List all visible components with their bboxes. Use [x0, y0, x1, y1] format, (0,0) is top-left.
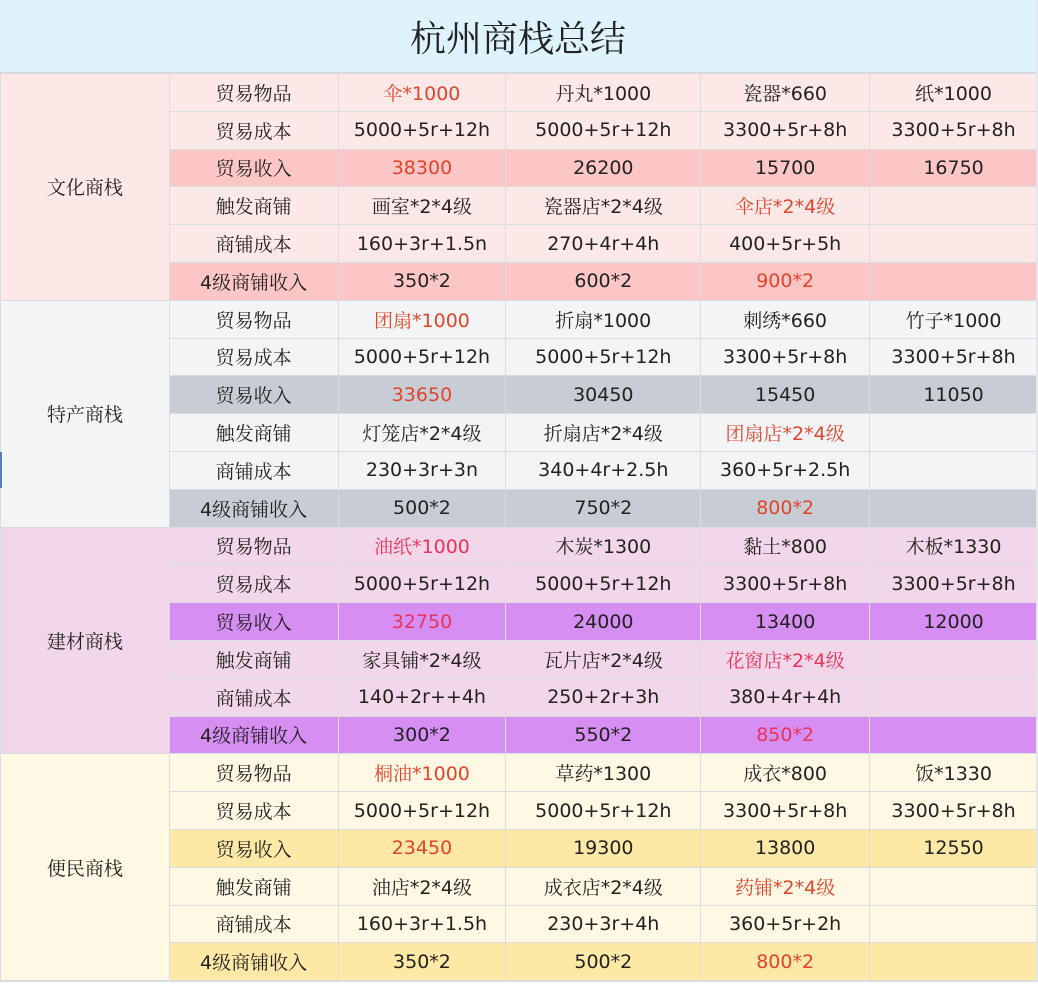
data-cell[interactable]: 12550: [870, 829, 1038, 867]
row-label-cell[interactable]: 4级商铺收入: [169, 716, 338, 754]
group-name-cell[interactable]: 文化商栈: [1, 74, 170, 301]
table-row: [1, 74, 1038, 112]
data-cell[interactable]: 900*2: [701, 262, 870, 300]
row-label-cell[interactable]: 贸易物品: [169, 74, 338, 112]
data-cell[interactable]: [870, 905, 1038, 943]
data-cell[interactable]: [870, 414, 1038, 452]
data-cell[interactable]: 3300+5r+8h: [870, 338, 1038, 376]
data-cell[interactable]: 木炭*1300: [506, 527, 701, 565]
row-label-cell[interactable]: 触发商铺: [169, 187, 338, 225]
data-cell[interactable]: 成衣*800: [701, 754, 870, 792]
data-cell[interactable]: 画室*2*4级: [338, 187, 506, 225]
row-label-cell[interactable]: 贸易收入: [169, 829, 338, 867]
data-cell[interactable]: 丹丸*1000: [506, 74, 701, 112]
data-cell[interactable]: 800*2: [701, 943, 870, 981]
data-cell[interactable]: 160+3r+1.5n: [338, 225, 506, 263]
data-cell[interactable]: 团扇店*2*4级: [701, 414, 870, 452]
data-cell[interactable]: 成衣店*2*4级: [506, 867, 701, 905]
row-label-cell[interactable]: 贸易物品: [169, 754, 338, 792]
data-cell[interactable]: 瓦片店*2*4级: [506, 640, 701, 678]
data-cell[interactable]: 30450: [506, 376, 701, 414]
row-label-cell[interactable]: 触发商铺: [169, 414, 338, 452]
data-cell[interactable]: 5000+5r+12h: [506, 792, 701, 830]
group-name-cell[interactable]: 便民商栈: [1, 754, 170, 981]
row-label-cell[interactable]: 贸易物品: [169, 300, 338, 338]
data-cell[interactable]: 伞店*2*4级: [701, 187, 870, 225]
group-name-cell[interactable]: 特产商栈: [1, 300, 170, 527]
data-cell[interactable]: 3300+5r+8h: [701, 792, 870, 830]
row-label-cell[interactable]: 触发商铺: [169, 640, 338, 678]
data-cell[interactable]: 草药*1300: [506, 754, 701, 792]
data-cell[interactable]: 850*2: [701, 716, 870, 754]
data-cell[interactable]: 230+3r+3n: [338, 451, 506, 489]
data-cell[interactable]: 3300+5r+8h: [701, 565, 870, 603]
row-label-cell[interactable]: 4级商铺收入: [169, 489, 338, 527]
data-cell[interactable]: 3300+5r+8h: [870, 792, 1038, 830]
data-cell[interactable]: 5000+5r+12h: [338, 565, 506, 603]
data-cell[interactable]: 360+5r+2h: [701, 905, 870, 943]
row-label-cell[interactable]: 贸易物品: [169, 527, 338, 565]
row-label-cell[interactable]: 贸易成本: [169, 792, 338, 830]
data-cell[interactable]: 15700: [701, 149, 870, 187]
table-row: [1, 754, 1038, 792]
data-cell[interactable]: 380+4r+4h: [701, 678, 870, 716]
data-cell[interactable]: 瓷器店*2*4级: [506, 187, 701, 225]
data-cell[interactable]: 360+5r+2.5h: [701, 451, 870, 489]
trade-summary-table: [0, 73, 1038, 981]
group-name-cell[interactable]: 建材商栈: [1, 527, 170, 754]
data-cell[interactable]: 黏土*800: [701, 527, 870, 565]
data-cell[interactable]: [870, 678, 1038, 716]
data-cell[interactable]: 500*2: [338, 489, 506, 527]
row-label-cell[interactable]: 贸易成本: [169, 565, 338, 603]
data-cell[interactable]: 3300+5r+8h: [870, 111, 1038, 149]
row-label-cell[interactable]: 贸易收入: [169, 603, 338, 641]
data-cell[interactable]: 灯笼店*2*4级: [338, 414, 506, 452]
data-cell[interactable]: 刺绣*660: [701, 300, 870, 338]
data-cell[interactable]: 750*2: [506, 489, 701, 527]
row-label-cell[interactable]: 贸易成本: [169, 111, 338, 149]
data-cell[interactable]: 3300+5r+8h: [701, 338, 870, 376]
data-cell[interactable]: 折扇*1000: [506, 300, 701, 338]
row-label-cell[interactable]: 贸易成本: [169, 338, 338, 376]
data-cell[interactable]: 32750: [338, 603, 506, 641]
data-cell[interactable]: 油纸*1000: [338, 527, 506, 565]
data-cell[interactable]: [870, 943, 1038, 981]
data-cell[interactable]: 140+2r++4h: [338, 678, 506, 716]
data-cell[interactable]: [870, 640, 1038, 678]
row-label-cell[interactable]: 贸易收入: [169, 149, 338, 187]
data-cell[interactable]: 13400: [701, 603, 870, 641]
row-label-cell[interactable]: 贸易收入: [169, 376, 338, 414]
data-cell[interactable]: 23450: [338, 829, 506, 867]
sheet-title: 杭州商栈总结: [0, 0, 1036, 73]
data-cell[interactable]: 38300: [338, 149, 506, 187]
data-cell[interactable]: 11050: [870, 376, 1038, 414]
data-cell[interactable]: 纸*1000: [870, 74, 1038, 112]
data-cell[interactable]: 5000+5r+12h: [338, 111, 506, 149]
data-cell[interactable]: 26200: [506, 149, 701, 187]
next-row-strip: [0, 981, 1038, 987]
data-cell[interactable]: 竹子*1000: [870, 300, 1038, 338]
data-cell[interactable]: 5000+5r+12h: [506, 111, 701, 149]
data-cell[interactable]: 瓷器*660: [701, 74, 870, 112]
row-label-cell[interactable]: 4级商铺收入: [169, 262, 338, 300]
data-cell[interactable]: 16750: [870, 149, 1038, 187]
data-cell[interactable]: [870, 489, 1038, 527]
data-cell[interactable]: 160+3r+1.5h: [338, 905, 506, 943]
row-label-cell[interactable]: 触发商铺: [169, 867, 338, 905]
data-cell[interactable]: [870, 716, 1038, 754]
data-cell[interactable]: 5000+5r+12h: [338, 338, 506, 376]
data-cell[interactable]: 3300+5r+8h: [870, 565, 1038, 603]
data-cell[interactable]: [870, 225, 1038, 263]
data-cell[interactable]: 19300: [506, 829, 701, 867]
data-cell[interactable]: 木板*1330: [870, 527, 1038, 565]
data-cell[interactable]: 33650: [338, 376, 506, 414]
data-cell[interactable]: 300*2: [338, 716, 506, 754]
data-cell[interactable]: 饭*1330: [870, 754, 1038, 792]
data-cell[interactable]: 350*2: [338, 943, 506, 981]
data-cell[interactable]: 折扇店*2*4级: [506, 414, 701, 452]
data-cell[interactable]: 团扇*1000: [338, 300, 506, 338]
data-cell[interactable]: 270+4r+4h: [506, 225, 701, 263]
data-cell[interactable]: 5000+5r+12h: [506, 338, 701, 376]
data-cell[interactable]: 13800: [701, 829, 870, 867]
data-cell[interactable]: 12000: [870, 603, 1038, 641]
table-row: [1, 527, 1038, 565]
data-cell[interactable]: 花窗店*2*4级: [701, 640, 870, 678]
row-label-cell[interactable]: 4级商铺收入: [169, 943, 338, 981]
data-cell[interactable]: 24000: [506, 603, 701, 641]
data-cell[interactable]: [870, 262, 1038, 300]
data-cell[interactable]: 药铺*2*4级: [701, 867, 870, 905]
data-cell[interactable]: 油店*2*4级: [338, 867, 506, 905]
data-cell[interactable]: 伞*1000: [338, 74, 506, 112]
data-cell[interactable]: 350*2: [338, 262, 506, 300]
row-label-cell[interactable]: 商铺成本: [169, 225, 338, 263]
data-cell[interactable]: 5000+5r+12h: [338, 792, 506, 830]
row-label-cell[interactable]: 商铺成本: [169, 678, 338, 716]
row-label-cell[interactable]: 商铺成本: [169, 451, 338, 489]
selection-marker: [0, 452, 2, 488]
data-cell[interactable]: [870, 451, 1038, 489]
data-cell[interactable]: [870, 867, 1038, 905]
data-cell[interactable]: 5000+5r+12h: [506, 565, 701, 603]
data-cell[interactable]: 家具铺*2*4级: [338, 640, 506, 678]
data-cell[interactable]: 桐油*1000: [338, 754, 506, 792]
data-cell[interactable]: 600*2: [506, 262, 701, 300]
data-cell[interactable]: 15450: [701, 376, 870, 414]
data-cell[interactable]: 800*2: [701, 489, 870, 527]
row-label-cell[interactable]: 商铺成本: [169, 905, 338, 943]
data-cell[interactable]: 550*2: [506, 716, 701, 754]
data-cell[interactable]: 400+5r+5h: [701, 225, 870, 263]
data-cell[interactable]: 340+4r+2.5h: [506, 451, 701, 489]
data-cell[interactable]: 230+3r+4h: [506, 905, 701, 943]
table-row: [1, 300, 1038, 338]
data-cell[interactable]: 500*2: [506, 943, 701, 981]
data-cell[interactable]: [870, 187, 1038, 225]
data-cell[interactable]: 3300+5r+8h: [701, 111, 870, 149]
data-cell[interactable]: 250+2r+3h: [506, 678, 701, 716]
